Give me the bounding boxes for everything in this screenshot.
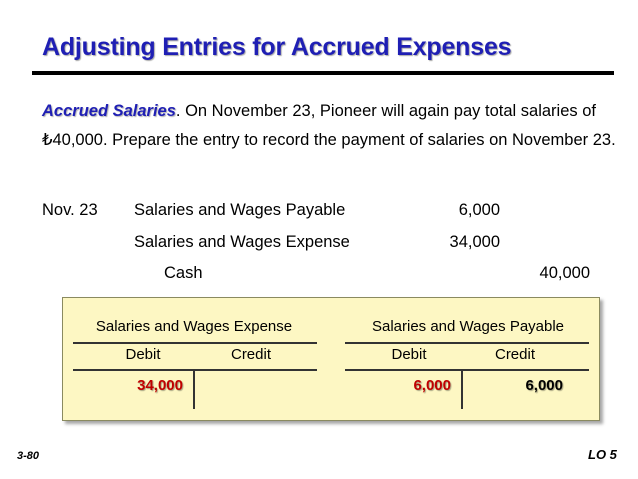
- t-account-expense-title: Salaries and Wages Expense: [95, 318, 293, 335]
- t-account-expense-header-rule: [73, 369, 317, 371]
- t-account-payable-header-rule: [345, 369, 589, 371]
- t-account-expense-credit-label: Credit: [230, 346, 271, 363]
- je-credit-3: 40,000: [539, 264, 590, 282]
- t-account-payable-title: Salaries and Wages Payable: [371, 318, 565, 335]
- title-divider: [32, 71, 614, 75]
- t-accounts-panel: [62, 297, 600, 421]
- t-account-expense-debit-label: Debit: [125, 346, 161, 363]
- je-account-3: Cash: [164, 264, 203, 282]
- t-account-payable-debit-value: 6,000: [413, 377, 451, 394]
- t-account-expense-center-rule: [193, 369, 195, 409]
- je-debit-1: 6,000: [458, 201, 500, 219]
- t-account-payable-credit-value: 6,000: [525, 377, 563, 394]
- problem-statement: [42, 97, 617, 155]
- t-account-expense-top-rule: [73, 342, 317, 344]
- je-debit-2: 34,000: [449, 233, 500, 251]
- je-account-2: Salaries and Wages Expense: [134, 233, 350, 251]
- problem-text: . On November 23, Pioneer will again pay total salaries of ₺40,000. Prepare the entry to record the payment of salaries on November 23.: [42, 102, 616, 149]
- learning-objective: LO 5: [588, 447, 617, 462]
- slide-number: 3-80: [17, 450, 40, 462]
- t-account-payable-debit-label: Debit: [391, 346, 427, 363]
- t-account-payable-credit-label: Credit: [494, 346, 535, 363]
- entry-date: Nov. 23: [42, 201, 98, 219]
- accrued-salaries-label: Accrued Salaries: [42, 102, 176, 120]
- je-account-1: Salaries and Wages Payable: [134, 201, 346, 219]
- slide-title: Adjusting Entries for Accrued Expenses: [42, 33, 512, 61]
- t-account-expense-debit-value: 34,000: [137, 377, 183, 394]
- t-account-payable-top-rule: [345, 342, 589, 344]
